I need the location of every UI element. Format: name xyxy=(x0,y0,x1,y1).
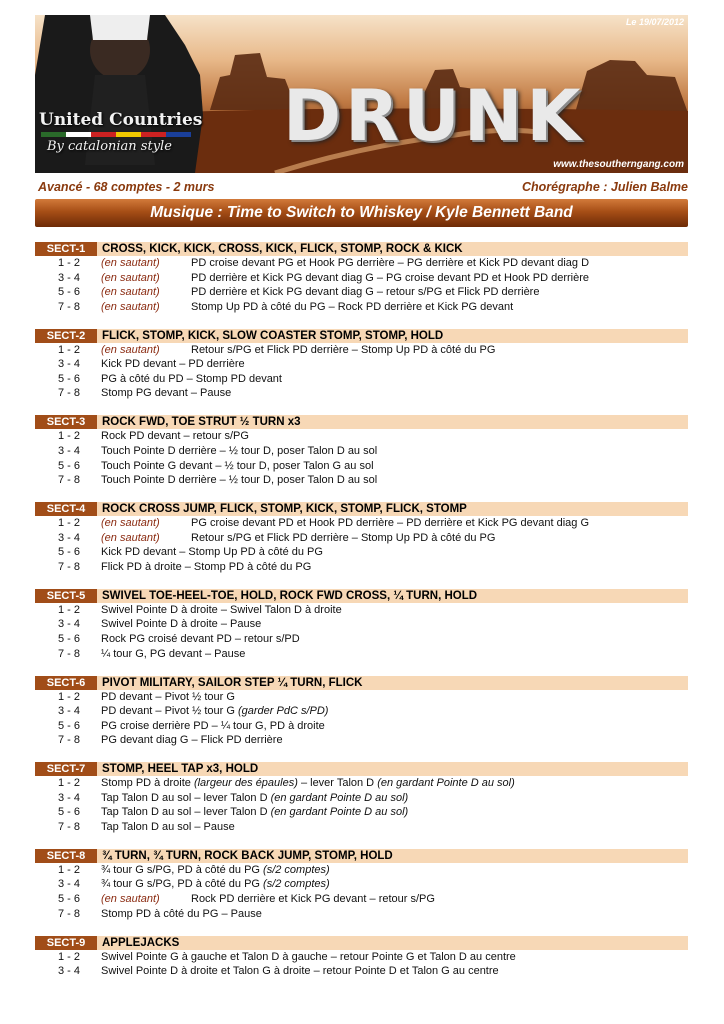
step-description: Touch Pointe D derrière – ½ tour D, poser Talon D au sol xyxy=(101,474,378,487)
step-row xyxy=(35,372,688,387)
step-note: (en gardant Pointe D au sol) xyxy=(377,777,515,790)
section-title: APPLEJACKS xyxy=(97,936,688,950)
section-label: SECT-2 xyxy=(35,329,97,343)
step-count: 3 - 4 xyxy=(57,705,80,718)
section-1 xyxy=(35,242,688,314)
step-description: PG croise devant PD et Hook PD derrière – PD derrière et Kick PG devant diag G xyxy=(191,517,590,530)
step-description: PG à côté du PD – Stomp PD devant xyxy=(101,372,282,385)
section-header xyxy=(35,676,688,690)
step-description: Tap Talon D au sol – lever Talon D (en gardant Pointe D au sol) xyxy=(101,806,409,819)
header-banner xyxy=(35,15,688,173)
step-count: 7 - 8 xyxy=(57,734,80,747)
section-header xyxy=(35,502,688,516)
step-count: 3 - 4 xyxy=(57,618,80,631)
step-row xyxy=(35,271,688,286)
step-row xyxy=(35,791,688,806)
step-description: Kick PD devant – PD derrière xyxy=(101,358,245,371)
en-sautant-note: (en sautant) xyxy=(101,893,160,906)
en-sautant-note: (en sautant) xyxy=(101,286,160,299)
step-description: Touch Pointe G devant – ½ tour D, poser Talon G au sol xyxy=(101,459,374,472)
section-header xyxy=(35,242,688,256)
section-title: ¾ TURN, ¾ TURN, ROCK BACK JUMP, STOMP, HOLD xyxy=(97,849,688,863)
step-count: 1 - 2 xyxy=(57,950,80,963)
step-description: Tap Talon D au sol – lever Talon D (en gardant Pointe D au sol) xyxy=(101,791,409,804)
step-row xyxy=(35,285,688,300)
step-row xyxy=(35,863,688,878)
step-description: Stomp PG devant – Pause xyxy=(101,387,232,400)
step-description: Flick PD à droite – Stomp PD à côté du PG xyxy=(101,560,312,573)
step-description: PD devant – Pivot ½ tour G (garder PdC s/PD) xyxy=(101,705,329,718)
step-row xyxy=(35,907,688,922)
step-row xyxy=(35,704,688,719)
section-4 xyxy=(35,502,688,574)
section-label: SECT-8 xyxy=(35,849,97,863)
en-sautant-note: (en sautant) xyxy=(101,300,160,313)
united-countries-logo xyxy=(39,110,203,154)
step-description: PD derrière et Kick PG devant diag G – retour s/PG et Flick PD derrière xyxy=(191,286,540,299)
step-row xyxy=(35,776,688,791)
section-label: SECT-6 xyxy=(35,676,97,690)
step-count: 1 - 2 xyxy=(57,430,80,443)
section-header xyxy=(35,329,688,343)
step-count: 3 - 4 xyxy=(57,791,80,804)
step-count: 1 - 2 xyxy=(57,257,80,269)
step-count: 7 - 8 xyxy=(57,907,80,920)
step-description: Kick PD devant – Stomp Up PD à côté du PG xyxy=(101,546,323,559)
step-count: 7 - 8 xyxy=(57,387,80,400)
step-row xyxy=(35,719,688,734)
step-description: Swivel Pointe D à droite et Talon G à droite – retour Pointe D et Talon G au centre xyxy=(101,965,499,978)
step-row xyxy=(35,603,688,618)
step-count: 1 - 2 xyxy=(57,603,80,616)
step-description: ¾ tour G s/PG, PD à côté du PG (s/2 comptes) xyxy=(101,863,330,876)
step-count: 3 - 4 xyxy=(57,444,80,457)
section-header xyxy=(35,936,688,950)
step-description: PD croise devant PG et Hook PG derrière – PG derrière et Kick PD devant diag D xyxy=(191,257,590,269)
section-header xyxy=(35,589,688,603)
step-count: 5 - 6 xyxy=(57,546,80,559)
section-title: PIVOT MILITARY, SAILOR STEP ¼ TURN, FLICK xyxy=(97,676,688,690)
step-row xyxy=(35,892,688,907)
section-label: SECT-7 xyxy=(35,762,97,776)
step-description: Retour s/PG et Flick PD derrière – Stomp Up PD à côté du PG xyxy=(191,531,496,544)
step-row xyxy=(35,459,688,474)
section-7 xyxy=(35,762,688,834)
step-row xyxy=(35,545,688,560)
section-8 xyxy=(35,849,688,921)
step-count: 3 - 4 xyxy=(57,271,80,284)
step-count: 1 - 2 xyxy=(57,863,80,876)
step-count: 7 - 8 xyxy=(57,560,80,573)
step-row xyxy=(35,950,688,965)
step-description: Stomp Up PD à côté du PG – Rock PD derrière et Kick PG devant xyxy=(191,300,514,313)
step-count: 7 - 8 xyxy=(57,474,80,487)
step-description: Stomp PD à côté du PG – Pause xyxy=(101,907,262,920)
step-count: 1 - 2 xyxy=(57,343,80,356)
section-title: FLICK, STOMP, KICK, SLOW COASTER STOMP, STOMP, HOLD xyxy=(97,329,688,343)
step-row xyxy=(35,531,688,546)
step-count: 3 - 4 xyxy=(57,878,80,891)
en-sautant-note: (en sautant) xyxy=(101,343,160,356)
step-description: Swivel Pointe G à gauche et Talon D à gauche – retour Pointe G et Talon D au centre xyxy=(101,950,516,963)
section-title: STOMP, HEEL TAP x3, HOLD xyxy=(97,762,688,776)
step-description: Rock PG croisé devant PD – retour s/PD xyxy=(101,632,300,645)
section-label: SECT-4 xyxy=(35,502,97,516)
step-note: (en gardant Pointe D au sol) xyxy=(270,806,409,819)
dance-title: DRUNK xyxy=(283,75,585,157)
en-sautant-note: (en sautant) xyxy=(101,257,160,269)
step-description: PD devant – Pivot ½ tour G xyxy=(101,690,235,703)
step-count: 3 - 4 xyxy=(57,358,80,371)
step-note: (garder PdC s/PD) xyxy=(237,705,329,718)
section-3 xyxy=(35,415,688,487)
en-sautant-note: (en sautant) xyxy=(101,531,160,544)
section-label: SECT-3 xyxy=(35,415,97,429)
step-row xyxy=(35,647,688,662)
step-row xyxy=(35,820,688,835)
section-title: SWIVEL TOE-HEEL-TOE, HOLD, ROCK FWD CROSS, ¼ TURN, HOLD xyxy=(97,589,688,603)
section-header xyxy=(35,415,688,429)
step-row xyxy=(35,733,688,748)
section-6 xyxy=(35,676,688,748)
step-description: Touch Pointe D derrière – ½ tour D, poser Talon D au sol xyxy=(101,444,378,457)
date-label: Le 19/07/2012 xyxy=(625,17,684,27)
step-count: 5 - 6 xyxy=(57,286,80,299)
section-title: ROCK FWD, TOE STRUT ½ TURN x3 xyxy=(97,415,688,429)
step-description: Retour s/PG et Flick PD derrière – Stomp Up PD à côté du PG xyxy=(191,343,496,356)
step-count: 5 - 6 xyxy=(57,372,80,385)
step-row xyxy=(35,473,688,488)
step-description: PG croise derrière PD – ¼ tour G, PD à droite xyxy=(101,719,325,732)
step-note: (s/2 comptes) xyxy=(263,863,330,876)
step-note: (largeur des épaules) xyxy=(193,777,298,790)
en-sautant-note: (en sautant) xyxy=(101,517,160,530)
logo-line2: By catalonian style xyxy=(47,139,172,154)
step-row xyxy=(35,300,688,315)
step-description: Rock PD devant – retour s/PG xyxy=(101,430,249,443)
step-note: (en gardant Pointe D au sol) xyxy=(270,791,409,804)
step-count: 1 - 2 xyxy=(57,690,80,703)
step-note: (s/2 comptes) xyxy=(263,878,330,891)
logo-line1: United Countries xyxy=(39,110,203,130)
step-count: 3 - 4 xyxy=(57,531,80,544)
level-info: Avancé - 68 comptes - 2 murs xyxy=(38,180,215,194)
section-label: SECT-9 xyxy=(35,936,97,950)
section-label: SECT-5 xyxy=(35,589,97,603)
step-row xyxy=(35,343,688,358)
section-label: SECT-1 xyxy=(35,242,97,256)
step-row xyxy=(35,386,688,401)
step-description: PD derrière et Kick PG devant diag G – PG croise devant PD et Hook PD derrière xyxy=(191,271,590,284)
section-title: ROCK CROSS JUMP, FLICK, STOMP, KICK, STOMP, FLICK, STOMP xyxy=(97,502,688,516)
section-title: CROSS, KICK, KICK, CROSS, KICK, FLICK, STOMP, ROCK & KICK xyxy=(97,242,688,256)
step-row xyxy=(35,256,688,271)
step-description: Swivel Pointe D à droite – Pause xyxy=(101,618,262,631)
step-description: Tap Talon D au sol – Pause xyxy=(101,820,235,833)
step-description: ¼ tour G, PG devant – Pause xyxy=(101,647,246,660)
step-row xyxy=(35,805,688,820)
step-row xyxy=(35,964,688,979)
section-header xyxy=(35,849,688,863)
step-count: 5 - 6 xyxy=(57,632,80,645)
step-count: 5 - 6 xyxy=(57,719,80,732)
step-row xyxy=(35,429,688,444)
step-row xyxy=(35,444,688,459)
step-row xyxy=(35,632,688,647)
section-9 xyxy=(35,936,688,979)
step-row xyxy=(35,877,688,892)
step-count: 7 - 8 xyxy=(57,300,80,313)
section-5 xyxy=(35,589,688,661)
step-row xyxy=(35,560,688,575)
step-row xyxy=(35,357,688,372)
step-count: 1 - 2 xyxy=(57,777,80,790)
step-count: 7 - 8 xyxy=(57,820,80,833)
section-2 xyxy=(35,329,688,401)
step-description: Stomp PD à droite (largeur des épaules) – lever Talon D (en gardant Pointe D au sol) xyxy=(101,777,515,790)
step-count: 3 - 4 xyxy=(57,965,80,978)
choreographer-info: Chorégraphe : Julien Balme xyxy=(521,180,688,194)
step-row xyxy=(35,617,688,632)
en-sautant-note: (en sautant) xyxy=(101,271,160,284)
flag-stripes xyxy=(41,132,191,137)
music-title: Musique : Time to Switch to Whiskey / Kyle Bennett Band xyxy=(150,204,573,221)
step-row xyxy=(35,516,688,531)
step-row xyxy=(35,690,688,705)
step-count: 7 - 8 xyxy=(57,647,80,660)
step-count: 5 - 6 xyxy=(57,806,80,819)
step-description: ¾ tour G s/PG, PD à côté du PG (s/2 comptes) xyxy=(101,878,330,891)
section-header xyxy=(35,762,688,776)
step-count: 5 - 6 xyxy=(57,893,80,906)
step-description: Swivel Pointe D à droite – Swivel Talon D à droite xyxy=(101,603,342,616)
step-description: Rock PD derrière et Kick PG devant – retour s/PG xyxy=(191,893,435,906)
step-description: PG devant diag G – Flick PD derrière xyxy=(101,734,283,747)
website-link[interactable]: www.thesoutherngang.com xyxy=(553,159,684,170)
step-count: 5 - 6 xyxy=(57,459,80,472)
step-count: 1 - 2 xyxy=(57,517,80,530)
music-bar xyxy=(35,199,688,227)
